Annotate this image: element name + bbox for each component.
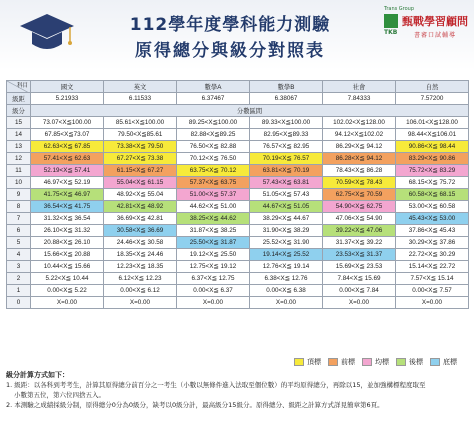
score-range-cell: 31.37<X≦ 39.22 (323, 237, 396, 249)
legend-swatch (362, 358, 372, 366)
score-range-cell: 94.12<X≦102.02 (323, 129, 396, 141)
level-cell: 15 (7, 117, 31, 129)
score-range-cell: 0.00<X≦ 7.84 (323, 285, 396, 297)
score-range-cell: 73.07<X≦100.00 (31, 117, 104, 129)
score-range-cell: 44.62<X≦ 51.00 (177, 201, 250, 213)
score-range-cell: 36.54<X≦ 41.75 (31, 201, 104, 213)
level-cell: 14 (7, 129, 31, 141)
level-cell: 11 (7, 165, 31, 177)
score-range-cell: 18.35<X≦ 24.46 (104, 249, 177, 261)
score-range-cell: 48.92<X≦ 55.04 (104, 189, 177, 201)
score-range-cell: 0.00<X≦ 6.37 (177, 285, 250, 297)
score-range-cell: 31.87<X≦ 38.25 (177, 225, 250, 237)
corner-cell (7, 81, 31, 93)
score-range-cell: 20.88<X≦ 26.10 (31, 237, 104, 249)
score-range-cell: 70.12<X≦ 76.50 (177, 153, 250, 165)
score-range-cell: 38.29<X≦ 44.67 (250, 213, 323, 225)
legend-label: 後標 (409, 358, 423, 366)
score-range-cell: 26.10<X≦ 31.32 (31, 225, 104, 237)
score-range-cell: 15.66<X≦ 20.88 (31, 249, 104, 261)
score-range-cell: 79.50<X≦85.61 (104, 129, 177, 141)
table-row (7, 201, 469, 213)
legend-item (328, 357, 355, 367)
notes (6, 370, 468, 410)
level-label: 級分 (7, 105, 31, 117)
score-range-cell: 6.38<X≦ 12.76 (250, 273, 323, 285)
interval-header: 分數區間 (31, 105, 469, 117)
score-range-cell: 85.61<X≦100.00 (104, 117, 177, 129)
score-range-cell: 61.15<X≦ 67.27 (104, 165, 177, 177)
score-range-cell: 54.90<X≦ 62.75 (323, 201, 396, 213)
legend-label: 前標 (341, 358, 355, 366)
score-range-cell: 57.41<X≦ 62.63 (31, 153, 104, 165)
table-row (7, 165, 469, 177)
score-range-cell: 90.86<X≦ 98.44 (396, 141, 469, 153)
score-range-cell: 76.50<X≦ 82.88 (177, 141, 250, 153)
logo-group-text: Trans Group (384, 6, 415, 12)
notes-title: 級分計算方式如下： (6, 371, 69, 379)
standard-value: 6.11533 (104, 93, 177, 105)
score-range-cell: 31.90<X≦ 38.29 (250, 225, 323, 237)
score-range-cell: 70.19<X≦ 76.57 (250, 153, 323, 165)
score-range-cell: 106.01<X≦128.00 (396, 117, 469, 129)
standard-value: 7.57200 (396, 93, 469, 105)
score-range-cell: 63.81<X≦ 70.19 (250, 165, 323, 177)
logo-name: 甄戰學習顧問 (402, 15, 468, 28)
table-row (7, 297, 469, 309)
brand-logo (384, 6, 468, 44)
standard-value: 6.37467 (177, 93, 250, 105)
table-row (7, 249, 469, 261)
score-range-cell: X=0.00 (31, 297, 104, 309)
score-range-cell: 57.37<X≦ 63.75 (177, 177, 250, 189)
score-range-cell: 45.43<X≦ 53.00 (396, 213, 469, 225)
logo-subtitle: 書審口試輔導 (414, 32, 457, 39)
score-range-cell: X=0.00 (177, 297, 250, 309)
note-line: 2. 本測驗之成績採級分制，原得總分0分為0級分，缺考以0級分計，最高級分15級分。原得總分、級距之計算方式詳見簡章第6頁。 (6, 401, 384, 409)
legend-item (430, 357, 457, 367)
score-range-cell: 15.69<X≦ 23.53 (323, 261, 396, 273)
score-range-cell: 57.43<X≦ 63.81 (250, 177, 323, 189)
score-range-cell: 15.14<X≦ 22.72 (396, 261, 469, 273)
standard-label: 級距 (7, 93, 31, 105)
score-range-cell: 62.75<X≦ 70.59 (323, 189, 396, 201)
subject-header: 英文 (104, 81, 177, 93)
table-row (7, 129, 469, 141)
legend-label: 均標 (375, 358, 389, 366)
standard-value: 7.84333 (323, 93, 396, 105)
score-range-cell: 12.23<X≦ 18.35 (104, 261, 177, 273)
score-range-cell: 75.72<X≦ 83.29 (396, 165, 469, 177)
level-cell: 9 (7, 189, 31, 201)
score-range-cell: 6.12<X≦ 12.23 (104, 273, 177, 285)
score-range-cell: 52.19<X≦ 57.41 (31, 165, 104, 177)
score-range-cell: 60.58<X≦ 68.15 (396, 189, 469, 201)
score-range-cell: 55.04<X≦ 61.15 (104, 177, 177, 189)
legend-item (362, 357, 389, 367)
score-range-cell: 44.67<X≦ 51.05 (250, 201, 323, 213)
standard-row (7, 93, 469, 105)
score-range-cell: 12.75<X≦ 19.12 (177, 261, 250, 273)
score-range-cell: 0.00<X≦ 7.57 (396, 285, 469, 297)
score-range-cell: 89.25<X≦100.00 (177, 117, 250, 129)
note-line: 1. 級距：以各科到考考生，計算其原得總分前百分之一考生（小數以無條件進入法取至個位數）的平均原得總分，再除以15，並加強構標程度取至 (6, 381, 426, 389)
legend (266, 357, 466, 369)
score-range-cell: 19.12<X≦ 25.50 (177, 249, 250, 261)
score-range-cell: 46.97<X≦ 52.19 (31, 177, 104, 189)
score-range-cell: 83.29<X≦ 90.86 (396, 153, 469, 165)
score-conversion-table (6, 80, 469, 309)
legend-swatch (294, 358, 304, 366)
score-range-cell: 76.57<X≦ 82.95 (250, 141, 323, 153)
legend-swatch (430, 358, 440, 366)
level-cell: 0 (7, 297, 31, 309)
score-range-cell: 73.38<X≦ 79.50 (104, 141, 177, 153)
subject-header: 數學A (177, 81, 250, 93)
table-row (7, 273, 469, 285)
score-range-cell: 67.27<X≦ 73.38 (104, 153, 177, 165)
score-range-cell: 30.29<X≦ 37.86 (396, 237, 469, 249)
score-range-cell: 70.59<X≦ 78.43 (323, 177, 396, 189)
subject-header-row (7, 81, 469, 93)
score-range-cell: X=0.00 (104, 297, 177, 309)
score-range-cell: 7.84<X≦ 15.69 (323, 273, 396, 285)
score-range-cell: 51.05<X≦ 57.43 (250, 189, 323, 201)
level-cell: 7 (7, 213, 31, 225)
score-range-cell: 23.53<X≦ 31.37 (323, 249, 396, 261)
score-range-cell: 30.58<X≦ 36.69 (104, 225, 177, 237)
table-row (7, 177, 469, 189)
corner-subject-label: 科目 (16, 83, 28, 89)
score-range-cell: 53.00<X≦ 60.58 (396, 201, 469, 213)
score-range-cell: 7.57<X≦ 15.14 (396, 273, 469, 285)
score-range-cell: 98.44<X≦106.01 (396, 129, 469, 141)
score-range-cell: 86.29<X≦ 94.12 (323, 141, 396, 153)
page-title-line1: 112學年度學科能力測驗 (129, 15, 331, 35)
score-range-cell: 0.00<X≦ 6.12 (104, 285, 177, 297)
score-range-cell: 5.22<X≦ 10.44 (31, 273, 104, 285)
score-range-cell: 25.50<X≦ 31.87 (177, 237, 250, 249)
level-cell: 6 (7, 225, 31, 237)
score-range-cell: 19.14<X≦ 25.52 (250, 249, 323, 261)
score-range-cell: 10.44<X≦ 15.66 (31, 261, 104, 273)
score-range-cell: 47.06<X≦ 54.90 (323, 213, 396, 225)
page-title-line2: 原得總分與級分對照表 (135, 41, 325, 61)
score-range-cell: 6.37<X≦ 12.75 (177, 273, 250, 285)
score-range-cell: 39.22<X≦ 47.06 (323, 225, 396, 237)
logo-tkb-text: TKB (384, 29, 398, 36)
score-range-cell: X=0.00 (323, 297, 396, 309)
logo-mark-icon (384, 14, 398, 28)
header (0, 0, 474, 70)
score-range-cell: 0.00<X≦ 6.38 (250, 285, 323, 297)
subject-header: 國文 (31, 81, 104, 93)
score-range-cell: 82.88<X≦89.25 (177, 129, 250, 141)
score-range-cell: 22.72<X≦ 30.29 (396, 249, 469, 261)
score-range-cell: 68.15<X≦ 75.72 (396, 177, 469, 189)
score-range-cell: 41.75<X≦ 46.97 (31, 189, 104, 201)
score-range-cell: 37.86<X≦ 45.43 (396, 225, 469, 237)
table-row (7, 237, 469, 249)
table-row (7, 141, 469, 153)
score-range-cell: 89.33<X≦100.00 (250, 117, 323, 129)
table-row (7, 153, 469, 165)
level-cell: 10 (7, 177, 31, 189)
score-range-cell: 24.46<X≦ 30.58 (104, 237, 177, 249)
table-row (7, 261, 469, 273)
score-range-cell: 82.95<X≦89.33 (250, 129, 323, 141)
score-range-cell: 78.43<X≦ 86.28 (323, 165, 396, 177)
legend-swatch (328, 358, 338, 366)
score-range-cell: 0.00<X≦ 5.22 (31, 285, 104, 297)
legend-swatch (396, 358, 406, 366)
level-cell: 4 (7, 249, 31, 261)
score-range-cell: 38.25<X≦ 44.62 (177, 213, 250, 225)
score-range-cell: 62.63<X≦ 67.85 (31, 141, 104, 153)
level-cell: 2 (7, 273, 31, 285)
level-cell: 5 (7, 237, 31, 249)
score-range-cell: X=0.00 (396, 297, 469, 309)
graduation-cap-icon (18, 8, 76, 60)
score-range-cell: 86.28<X≦ 94.12 (323, 153, 396, 165)
legend-label: 頂標 (307, 358, 321, 366)
score-range-cell: 42.81<X≦ 48.92 (104, 201, 177, 213)
interval-header-row (7, 105, 469, 117)
legend-item (294, 357, 321, 367)
score-range-cell: 12.76<X≦ 19.14 (250, 261, 323, 273)
score-range-cell: 102.02<X≦128.00 (323, 117, 396, 129)
score-range-cell: 31.32<X≦ 36.54 (31, 213, 104, 225)
subject-header: 數學B (250, 81, 323, 93)
legend-item (396, 357, 423, 367)
level-cell: 8 (7, 201, 31, 213)
subject-header: 自然 (396, 81, 469, 93)
table-body (7, 117, 469, 309)
score-range-cell: 67.85<X≦73.07 (31, 129, 104, 141)
table-row (7, 225, 469, 237)
subject-header: 社會 (323, 81, 396, 93)
note-line: 小數第五位，第六位四捨五入。 (14, 391, 105, 399)
table-row (7, 117, 469, 129)
score-range-cell: 25.52<X≦ 31.90 (250, 237, 323, 249)
legend-label: 底標 (443, 358, 457, 366)
level-cell: 13 (7, 141, 31, 153)
standard-value: 6.38067 (250, 93, 323, 105)
standard-value: 5.21933 (31, 93, 104, 105)
table-row (7, 189, 469, 201)
table-row (7, 285, 469, 297)
score-range-cell: X=0.00 (250, 297, 323, 309)
score-range-cell: 51.00<X≦ 57.37 (177, 189, 250, 201)
score-range-cell: 36.69<X≦ 42.81 (104, 213, 177, 225)
table-row (7, 213, 469, 225)
score-range-cell: 63.75<X≦ 70.12 (177, 165, 250, 177)
level-cell: 1 (7, 285, 31, 297)
level-cell: 12 (7, 153, 31, 165)
level-cell: 3 (7, 261, 31, 273)
